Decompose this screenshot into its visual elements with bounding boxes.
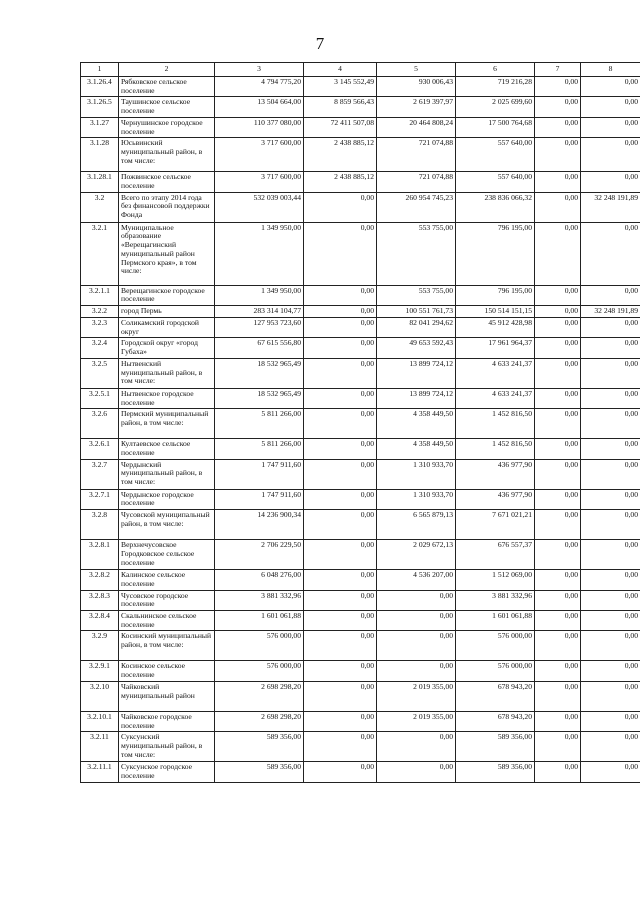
- row-value-cell: 0,00: [304, 610, 377, 630]
- row-value-cell: 67 615 556,80: [215, 338, 304, 358]
- row-value-cell: 0,00: [581, 762, 640, 782]
- row-value-cell: 1 747 911,60: [215, 489, 304, 509]
- header-cell: 8: [581, 63, 640, 77]
- header-cell: 7: [535, 63, 581, 77]
- row-value-cell: 576 000,00: [215, 631, 304, 661]
- row-value-cell: 0,00: [581, 459, 640, 489]
- row-value-cell: 6 048 276,00: [215, 570, 304, 590]
- table-row: [81, 590, 640, 610]
- row-value-cell: 3 717 600,00: [215, 138, 304, 172]
- row-code-cell: 3.2.11: [81, 732, 119, 762]
- row-value-cell: 1 452 816,50: [456, 409, 535, 439]
- row-name-cell: Чайковский муниципальный район: [119, 681, 215, 711]
- row-code-cell: 3.2.4: [81, 338, 119, 358]
- header-cell: 1: [81, 63, 119, 77]
- row-value-cell: 0,00: [304, 570, 377, 590]
- row-value-cell: 2 698 298,20: [215, 711, 304, 731]
- row-value-cell: 553 755,00: [377, 285, 456, 305]
- header-cell: 5: [377, 63, 456, 77]
- row-value-cell: 0,00: [581, 388, 640, 408]
- row-value-cell: 557 640,00: [456, 138, 535, 172]
- row-value-cell: 0,00: [581, 439, 640, 459]
- row-value-cell: 0,00: [581, 590, 640, 610]
- row-value-cell: 82 041 294,62: [377, 317, 456, 337]
- row-value-cell: 0,00: [535, 489, 581, 509]
- row-value-cell: 2 019 355,00: [377, 711, 456, 731]
- row-code-cell: 3.2.9: [81, 631, 119, 661]
- row-value-cell: 13 899 724,12: [377, 388, 456, 408]
- row-value-cell: 589 356,00: [456, 732, 535, 762]
- row-name-cell: город Пермь: [119, 306, 215, 318]
- row-value-cell: 18 532 965,49: [215, 388, 304, 408]
- row-value-cell: 7 671 021,21: [456, 510, 535, 540]
- header-row: [81, 63, 640, 77]
- table-row: [81, 358, 640, 388]
- row-value-cell: 72 411 507,08: [304, 117, 377, 137]
- row-value-cell: 0,00: [304, 192, 377, 222]
- row-value-cell: 17 961 964,37: [456, 338, 535, 358]
- row-value-cell: 2 698 298,20: [215, 681, 304, 711]
- row-name-cell: Городской округ «город Губаха»: [119, 338, 215, 358]
- row-code-cell: 3.1.28.1: [81, 172, 119, 192]
- row-code-cell: 3.2.10.1: [81, 711, 119, 731]
- row-name-cell: Чусовской муниципальный район, в том числе:: [119, 510, 215, 540]
- row-value-cell: 0,00: [535, 117, 581, 137]
- row-value-cell: 0,00: [304, 711, 377, 731]
- row-code-cell: 3.2.3: [81, 317, 119, 337]
- row-value-cell: 3 881 332,96: [215, 590, 304, 610]
- table-row: [81, 338, 640, 358]
- row-value-cell: 0,00: [535, 681, 581, 711]
- row-value-cell: 796 195,00: [456, 222, 535, 285]
- row-name-cell: Чусовское городское поселение: [119, 590, 215, 610]
- table-row: [81, 570, 640, 590]
- row-value-cell: 0,00: [535, 610, 581, 630]
- row-code-cell: 3.2: [81, 192, 119, 222]
- row-value-cell: 1 349 950,00: [215, 285, 304, 305]
- table-row: [81, 192, 640, 222]
- row-name-cell: Рябковское сельское поселение: [119, 77, 215, 97]
- row-value-cell: 0,00: [535, 439, 581, 459]
- row-value-cell: 1 747 911,60: [215, 459, 304, 489]
- row-code-cell: 3.2.1.1: [81, 285, 119, 305]
- row-value-cell: 0,00: [304, 732, 377, 762]
- row-code-cell: 3.2.5: [81, 358, 119, 388]
- row-code-cell: 3.2.9.1: [81, 661, 119, 681]
- table-row: [81, 172, 640, 192]
- row-value-cell: 0,00: [304, 540, 377, 570]
- row-value-cell: 678 943,20: [456, 711, 535, 731]
- table-row: [81, 222, 640, 285]
- row-value-cell: 1 452 816,50: [456, 439, 535, 459]
- row-value-cell: 100 551 761,73: [377, 306, 456, 318]
- row-value-cell: 0,00: [581, 661, 640, 681]
- row-code-cell: 3.2.8.4: [81, 610, 119, 630]
- row-value-cell: 3 881 332,96: [456, 590, 535, 610]
- row-value-cell: 0,00: [377, 762, 456, 782]
- header-cell: 4: [304, 63, 377, 77]
- row-value-cell: 45 912 428,98: [456, 317, 535, 337]
- row-name-cell: Калинское сельское поселение: [119, 570, 215, 590]
- table-row: [81, 409, 640, 439]
- row-value-cell: 2 019 355,00: [377, 681, 456, 711]
- table-row: [81, 459, 640, 489]
- row-value-cell: 930 006,43: [377, 77, 456, 97]
- row-value-cell: 0,00: [535, 661, 581, 681]
- row-value-cell: 0,00: [304, 439, 377, 459]
- row-value-cell: 0,00: [535, 222, 581, 285]
- row-value-cell: 0,00: [535, 590, 581, 610]
- table-row: [81, 97, 640, 117]
- row-code-cell: 3.1.28: [81, 138, 119, 172]
- row-value-cell: 0,00: [535, 306, 581, 318]
- row-value-cell: 2 029 672,13: [377, 540, 456, 570]
- page-number: 7: [315, 34, 325, 53]
- table-row: [81, 77, 640, 97]
- row-value-cell: 0,00: [581, 97, 640, 117]
- row-value-cell: 0,00: [304, 459, 377, 489]
- row-value-cell: 0,00: [581, 510, 640, 540]
- row-value-cell: 0,00: [581, 77, 640, 97]
- row-value-cell: 0,00: [304, 388, 377, 408]
- row-value-cell: 13 899 724,12: [377, 358, 456, 388]
- row-value-cell: 5 811 266,00: [215, 439, 304, 459]
- row-value-cell: 0,00: [304, 661, 377, 681]
- row-value-cell: 0,00: [377, 732, 456, 762]
- row-value-cell: 2 025 699,60: [456, 97, 535, 117]
- row-value-cell: 6 565 879,13: [377, 510, 456, 540]
- row-value-cell: 1 512 069,00: [456, 570, 535, 590]
- row-value-cell: 0,00: [304, 306, 377, 318]
- row-value-cell: 0,00: [304, 510, 377, 540]
- row-value-cell: 0,00: [377, 661, 456, 681]
- row-value-cell: 0,00: [581, 631, 640, 661]
- row-code-cell: 3.2.10: [81, 681, 119, 711]
- row-name-cell: Таушинское сельское поселение: [119, 97, 215, 117]
- row-value-cell: 4 358 449,50: [377, 409, 456, 439]
- table-row: [81, 762, 640, 782]
- row-value-cell: 0,00: [535, 540, 581, 570]
- row-value-cell: 719 216,28: [456, 77, 535, 97]
- row-value-cell: 436 977,90: [456, 459, 535, 489]
- row-value-cell: 0,00: [581, 570, 640, 590]
- row-name-cell: Всего по этапу 2014 года без финансовой поддержки Фонда: [119, 192, 215, 222]
- row-name-cell: Нытвенское городское поселение: [119, 388, 215, 408]
- row-name-cell: Суксунский муниципальный район, в том числе:: [119, 732, 215, 762]
- row-value-cell: 0,00: [535, 459, 581, 489]
- row-value-cell: 0,00: [535, 510, 581, 540]
- row-value-cell: 0,00: [581, 338, 640, 358]
- row-name-cell: Верхнечусовское Городковское сельское поселение: [119, 540, 215, 570]
- row-value-cell: 3 717 600,00: [215, 172, 304, 192]
- row-code-cell: 3.1.26.4: [81, 77, 119, 97]
- row-value-cell: 0,00: [304, 358, 377, 388]
- row-value-cell: 32 248 191,89: [581, 192, 640, 222]
- table-row: [81, 711, 640, 731]
- row-code-cell: 3.2.2: [81, 306, 119, 318]
- row-value-cell: 0,00: [581, 681, 640, 711]
- table-row: [81, 540, 640, 570]
- row-value-cell: 0,00: [535, 285, 581, 305]
- row-value-cell: 0,00: [535, 338, 581, 358]
- row-value-cell: 0,00: [535, 97, 581, 117]
- row-value-cell: 0,00: [581, 317, 640, 337]
- row-code-cell: 3.2.11.1: [81, 762, 119, 782]
- row-name-cell: Скальнинское сельское поселение: [119, 610, 215, 630]
- row-value-cell: 0,00: [581, 285, 640, 305]
- row-name-cell: Соликамский городской округ: [119, 317, 215, 337]
- table-row: [81, 388, 640, 408]
- row-code-cell: 3.1.27: [81, 117, 119, 137]
- row-value-cell: 1 601 061,88: [215, 610, 304, 630]
- row-name-cell: Пермский муниципальный район, в том числе:: [119, 409, 215, 439]
- row-code-cell: 3.2.6.1: [81, 439, 119, 459]
- row-code-cell: 3.2.8.3: [81, 590, 119, 610]
- row-value-cell: 553 755,00: [377, 222, 456, 285]
- table-row: [81, 510, 640, 540]
- row-code-cell: 3.2.5.1: [81, 388, 119, 408]
- table-row: [81, 285, 640, 305]
- table-row: [81, 610, 640, 630]
- row-value-cell: 14 236 900,34: [215, 510, 304, 540]
- row-value-cell: 0,00: [304, 222, 377, 285]
- row-value-cell: 0,00: [535, 172, 581, 192]
- table-row: [81, 138, 640, 172]
- row-value-cell: 0,00: [535, 762, 581, 782]
- table-row: [81, 631, 640, 661]
- row-value-cell: 20 464 808,24: [377, 117, 456, 137]
- row-value-cell: 589 356,00: [215, 762, 304, 782]
- row-code-cell: 3.2.6: [81, 409, 119, 439]
- row-value-cell: 3 145 552,49: [304, 77, 377, 97]
- header-cell: 6: [456, 63, 535, 77]
- row-value-cell: 0,00: [304, 285, 377, 305]
- row-value-cell: 0,00: [581, 222, 640, 285]
- row-value-cell: 17 500 764,68: [456, 117, 535, 137]
- row-value-cell: 0,00: [304, 762, 377, 782]
- row-value-cell: 0,00: [377, 590, 456, 610]
- row-value-cell: 589 356,00: [456, 762, 535, 782]
- row-value-cell: 721 074,88: [377, 138, 456, 172]
- row-value-cell: 283 314 104,77: [215, 306, 304, 318]
- row-code-cell: 3.2.8: [81, 510, 119, 540]
- row-value-cell: 110 377 080,00: [215, 117, 304, 137]
- table-row: [81, 661, 640, 681]
- row-value-cell: 8 859 566,43: [304, 97, 377, 117]
- row-value-cell: 0,00: [304, 590, 377, 610]
- row-value-cell: 0,00: [535, 732, 581, 762]
- row-value-cell: 0,00: [304, 409, 377, 439]
- row-value-cell: 0,00: [304, 317, 377, 337]
- row-value-cell: 32 248 191,89: [581, 306, 640, 318]
- row-value-cell: 796 195,00: [456, 285, 535, 305]
- header-cell: 3: [215, 63, 304, 77]
- row-code-cell: 3.2.7.1: [81, 489, 119, 509]
- row-value-cell: 0,00: [581, 358, 640, 388]
- row-name-cell: Суксунское городское поселение: [119, 762, 215, 782]
- header-cell: 2: [119, 63, 215, 77]
- table-row: [81, 317, 640, 337]
- row-value-cell: 0,00: [535, 570, 581, 590]
- row-value-cell: 0,00: [581, 732, 640, 762]
- row-value-cell: 2 706 229,50: [215, 540, 304, 570]
- row-name-cell: Косинский муниципальный район, в том числе:: [119, 631, 215, 661]
- row-value-cell: 0,00: [581, 711, 640, 731]
- row-value-cell: 4 633 241,37: [456, 388, 535, 408]
- row-value-cell: 576 000,00: [456, 661, 535, 681]
- row-value-cell: 1 310 933,70: [377, 489, 456, 509]
- row-value-cell: 0,00: [535, 138, 581, 172]
- row-name-cell: Косинское сельское поселение: [119, 661, 215, 681]
- row-value-cell: 0,00: [535, 77, 581, 97]
- row-value-cell: 1 310 933,70: [377, 459, 456, 489]
- row-value-cell: 4 536 207,00: [377, 570, 456, 590]
- row-value-cell: 1 601 061,88: [456, 610, 535, 630]
- row-value-cell: 721 074,88: [377, 172, 456, 192]
- row-value-cell: 678 943,20: [456, 681, 535, 711]
- row-value-cell: 1 349 950,00: [215, 222, 304, 285]
- row-code-cell: 3.1.26.5: [81, 97, 119, 117]
- row-name-cell: Чердынское городское поселение: [119, 489, 215, 509]
- row-name-cell: Чайковское городское поселение: [119, 711, 215, 731]
- row-name-cell: Нытвенский муниципальный район, в том числе:: [119, 358, 215, 388]
- row-value-cell: 4 358 449,50: [377, 439, 456, 459]
- row-value-cell: 4 633 241,37: [456, 358, 535, 388]
- table-row: [81, 732, 640, 762]
- row-value-cell: 0,00: [535, 711, 581, 731]
- row-value-cell: 0,00: [581, 540, 640, 570]
- row-value-cell: 0,00: [581, 610, 640, 630]
- row-value-cell: 0,00: [581, 489, 640, 509]
- row-value-cell: 260 954 745,23: [377, 192, 456, 222]
- row-value-cell: 557 640,00: [456, 172, 535, 192]
- row-name-cell: Чернушинское городское поселение: [119, 117, 215, 137]
- row-code-cell: 3.2.8.2: [81, 570, 119, 590]
- table-row: [81, 306, 640, 318]
- row-code-cell: 3.2.8.1: [81, 540, 119, 570]
- row-value-cell: 0,00: [581, 138, 640, 172]
- row-name-cell: Култаевское сельское поселение: [119, 439, 215, 459]
- row-value-cell: 49 653 592,43: [377, 338, 456, 358]
- row-value-cell: 4 794 775,20: [215, 77, 304, 97]
- row-value-cell: 0,00: [377, 631, 456, 661]
- row-code-cell: 3.2.1: [81, 222, 119, 285]
- row-value-cell: 0,00: [535, 409, 581, 439]
- row-name-cell: Чердынский муниципальный район, в том числе:: [119, 459, 215, 489]
- row-value-cell: 0,00: [535, 631, 581, 661]
- row-value-cell: 0,00: [304, 338, 377, 358]
- row-value-cell: 576 000,00: [456, 631, 535, 661]
- row-value-cell: 0,00: [377, 610, 456, 630]
- row-value-cell: 0,00: [535, 192, 581, 222]
- table-row: [81, 117, 640, 137]
- row-value-cell: 0,00: [535, 388, 581, 408]
- row-value-cell: 0,00: [581, 172, 640, 192]
- row-value-cell: 13 504 664,00: [215, 97, 304, 117]
- row-value-cell: 2 619 397,97: [377, 97, 456, 117]
- row-value-cell: 2 438 885,12: [304, 172, 377, 192]
- row-value-cell: 0,00: [581, 117, 640, 137]
- row-value-cell: 0,00: [304, 489, 377, 509]
- row-value-cell: 0,00: [581, 409, 640, 439]
- data-table: [80, 62, 640, 783]
- row-value-cell: 676 557,37: [456, 540, 535, 570]
- row-name-cell: Верещагинское городское поселение: [119, 285, 215, 305]
- table-row: [81, 489, 640, 509]
- row-value-cell: 576 000,00: [215, 661, 304, 681]
- row-name-cell: Юсьвинский муниципальный район, в том числе:: [119, 138, 215, 172]
- row-value-cell: 5 811 266,00: [215, 409, 304, 439]
- row-code-cell: 3.2.7: [81, 459, 119, 489]
- row-value-cell: 18 532 965,49: [215, 358, 304, 388]
- row-value-cell: 436 977,90: [456, 489, 535, 509]
- row-value-cell: 0,00: [535, 317, 581, 337]
- table-row: [81, 681, 640, 711]
- row-value-cell: 0,00: [304, 631, 377, 661]
- row-value-cell: 589 356,00: [215, 732, 304, 762]
- row-name-cell: Пожвинское сельское поселение: [119, 172, 215, 192]
- row-value-cell: 238 836 066,32: [456, 192, 535, 222]
- row-value-cell: 150 514 151,15: [456, 306, 535, 318]
- row-name-cell: Муниципальное образование «Верещагинский муниципальный район Пермского края», в том числе:: [119, 222, 215, 285]
- row-value-cell: 0,00: [535, 358, 581, 388]
- table-row: [81, 439, 640, 459]
- row-value-cell: 127 953 723,60: [215, 317, 304, 337]
- row-value-cell: 0,00: [304, 681, 377, 711]
- row-value-cell: 2 438 885,12: [304, 138, 377, 172]
- row-value-cell: 532 039 003,44: [215, 192, 304, 222]
